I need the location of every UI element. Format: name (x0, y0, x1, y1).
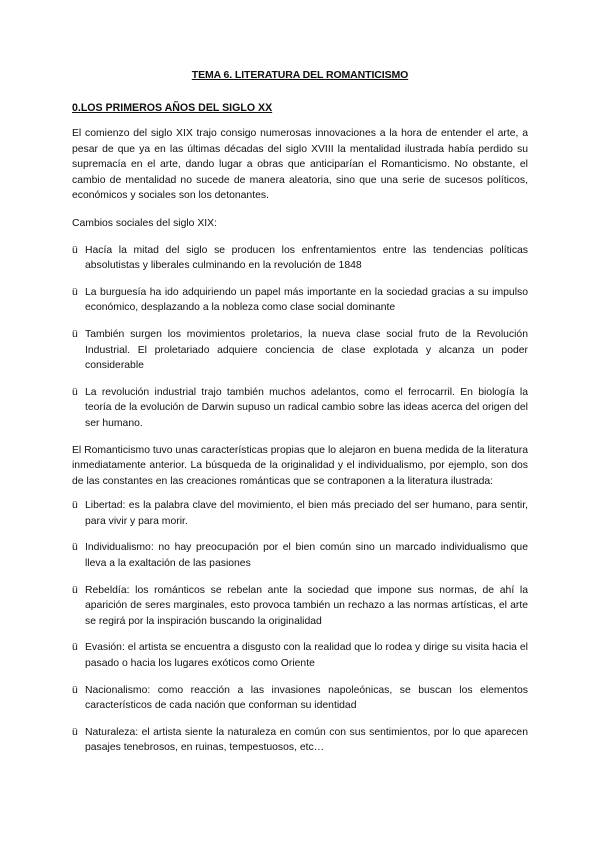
list-item (72, 498, 528, 529)
list-item-text: También surgen los movimientos proletarios, la nueva clase social fruto de la Revolución Industrial. El proletariado adquiere conciencia de clase explotada y alcanza un poder considerable (85, 328, 528, 372)
document-title: TEMA 6. LITERATURA DEL ROMANTICISMO (191, 69, 409, 81)
checkmark-bullet-icon: ü (72, 500, 78, 512)
checkmark-bullet-icon: ü (72, 542, 78, 554)
checkmark-bullet-icon: ü (72, 584, 78, 596)
checkmark-bullet-icon: ü (72, 328, 78, 340)
list-item-text: Nacionalismo: como reacción a las invasiones napoleónicas, se buscan los elementos característicos de cada nación que conforman su identidad (85, 684, 528, 712)
checkmark-bullet-icon: ü (72, 726, 78, 738)
checkmark-bullet-icon: ü (72, 386, 78, 398)
list-item-text: Evasión: el artista se encuentra a disgusto con la realidad que lo rodea y dirige su visita hacia el pasado o hacia los lugares exóticos como Oriente (85, 642, 528, 670)
intro-paragraph: El comienzo del siglo XIX trajo consigo numerosas innovaciones a la hora de entender el arte, a pesar de que ya en las últimas décadas del siglo XVIII la mentalidad ilustrada había perdido su supremacía en el arte, dando lugar a obras que anticiparían el Romanticismo. No obstante, el cambio de mentalidad no sucede de manera aleatoria, sino que una serie de sucesos políticos, económicos y sociales son los detonantes. (72, 128, 528, 202)
checkmark-bullet-icon: ü (72, 244, 78, 256)
characteristics-list (72, 498, 528, 756)
list-item (72, 385, 528, 432)
list-item (72, 583, 528, 630)
list-item-text: La revolución industrial trajo también muchos adelantos, como el ferrocarril. En biología la teoría de la evolución de Darwin supuso un radical cambio sobre las ideas acerca del origen del ser humano. (85, 386, 528, 429)
list-item-text: Libertad: es la palabra clave del movimiento, el bien más preciado del ser humano, para sentir, para vivir y para morir. (85, 500, 528, 527)
section-heading: 0.LOS PRIMEROS AÑOS DEL SIGLO XX (72, 102, 273, 114)
list-item-text: Naturaleza: el artista siente la naturaleza en común con sus sentimientos, por lo que aparecen pasajes tenebrosos, en ruinas, tempestuosos, etc… (85, 726, 528, 754)
list-item (72, 285, 528, 316)
list-item (72, 640, 528, 671)
list-item (72, 683, 528, 714)
list-item (72, 327, 528, 374)
list-item-text: La burguesía ha ido adquiriendo un papel más importante en la sociedad gracias a su impulso económico, desplazando a la nobleza como clase social dominante (85, 286, 528, 314)
social-changes-list (72, 243, 528, 432)
checkmark-bullet-icon: ü (72, 642, 78, 654)
list-item-text: Hacía la mitad del siglo se producen los enfrentamientos entre las tendencias políticas absolutistas y liberales culminando en la revolución de 1848 (85, 244, 528, 272)
list-item (72, 540, 528, 571)
social-changes-label: Cambios sociales del siglo XIX: (72, 217, 217, 229)
checkmark-bullet-icon: ü (72, 684, 78, 696)
list-item-text: Individualismo: no hay preocupación por el bien común sino un marcado individualismo que lleva a la exaltación de las pasiones (85, 542, 528, 570)
romanticism-paragraph: El Romanticismo tuvo unas características propias que lo alejaron en buena medida de la literatura inmediatamente anterior. La búsqueda de la originalidad y el individualismo, por ejemplo, son dos de las constantes en las creaciones románticas que se contraponen a la literatura ilustrada: (72, 444, 528, 487)
list-item-text: Rebeldía: los románticos se rebelan ante la sociedad que impone sus normas, de ahí la aparición de seres marginales, esto provoca también un rechazo a las normas artísticas, el arte se regirá por la inspiración buscando la originalidad (85, 584, 528, 627)
list-item (72, 725, 528, 756)
checkmark-bullet-icon: ü (72, 286, 78, 298)
list-item (72, 243, 528, 274)
